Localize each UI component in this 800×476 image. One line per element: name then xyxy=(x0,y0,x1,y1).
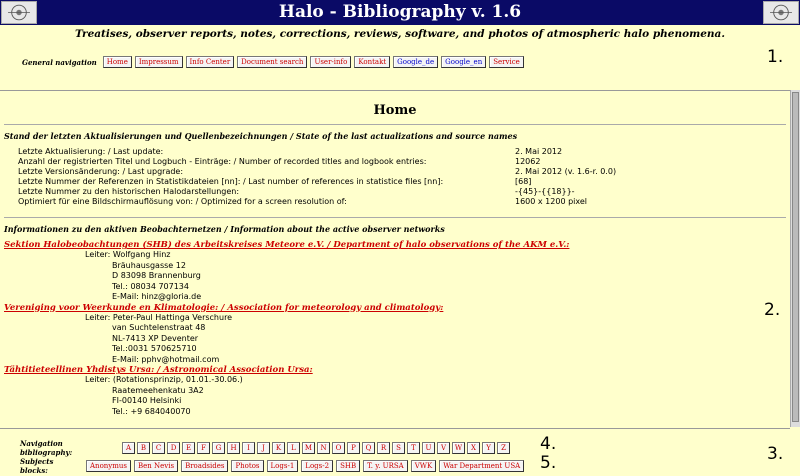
content-heading: Home xyxy=(373,103,417,118)
subjects-blocks-label: Subjects blocks: xyxy=(20,457,54,475)
subject-shb-button[interactable]: SHB xyxy=(336,460,360,472)
impressum-button[interactable]: Impressum xyxy=(135,56,183,68)
address-line: FI-00140 Helsinki xyxy=(112,396,182,405)
content-scrollbar[interactable] xyxy=(790,90,800,427)
letter-k-button[interactable]: K xyxy=(272,442,285,454)
bibliography-navigation-label: Navigation bibliography: xyxy=(20,439,73,457)
stats-label: Letzte Nummer der Referenzen in Statistikdateien [nn]: / Last number of references in statistice files [nn]: xyxy=(18,177,444,186)
title-bar xyxy=(0,0,800,25)
network-leader: Leiter: Peter-Paul Hattinga Verschure xyxy=(85,312,233,322)
stats-row xyxy=(18,147,616,157)
letter-q-button[interactable]: Q xyxy=(362,442,375,454)
stats-table xyxy=(18,147,616,207)
stats-label: Letzte Nummer zu den historischen Halodarstellungen: xyxy=(18,187,240,196)
letter-b-button[interactable]: B xyxy=(137,442,150,454)
network-address xyxy=(0,313,790,366)
divider xyxy=(4,124,786,125)
letter-l-button[interactable]: L xyxy=(287,442,300,454)
google-de-button[interactable]: Google_de xyxy=(393,56,438,68)
address-line: D 83098 Brannenburg xyxy=(112,271,201,280)
letter-j-button[interactable]: J xyxy=(257,442,270,454)
marker-1: 1. xyxy=(767,47,784,67)
info-center-button[interactable]: Info Center xyxy=(186,56,235,68)
subject-vwk-button[interactable]: VWK xyxy=(411,460,436,472)
bibliography-navigation xyxy=(20,439,512,457)
address-line: NL-7413 XP Deventer xyxy=(112,333,199,343)
divider xyxy=(4,217,786,218)
letter-s-button[interactable]: S xyxy=(392,442,405,454)
page-title: Halo - Bibliography v. 1.6 xyxy=(278,2,522,22)
scrollbar-thumb[interactable] xyxy=(792,92,799,422)
letter-z-button[interactable]: Z xyxy=(497,442,510,454)
letter-r-button[interactable]: R xyxy=(377,442,390,454)
address-line: E-Mail: hinz@gloria.de xyxy=(112,292,202,301)
address-line: van Suchtelenstraat 48 xyxy=(112,323,206,332)
address-line: Tel.: +9 684040070 xyxy=(112,406,191,416)
marker-5: 5. xyxy=(540,453,557,473)
letter-h-button[interactable]: H xyxy=(227,442,240,454)
letter-m-button[interactable]: M xyxy=(302,442,315,454)
marker-2: 2. xyxy=(764,300,781,320)
page-subtitle: Treatises, observer reports, notes, corrections, reviews, software, and photos of atmospheric halo phenomena. xyxy=(74,28,725,40)
subject-broadsides-button[interactable]: Broadsides xyxy=(181,460,228,472)
network-address xyxy=(0,375,790,417)
google-en-button[interactable]: Google_en xyxy=(441,56,486,68)
network-leader: Leiter: Wolfgang Hinz xyxy=(85,250,171,259)
letter-n-button[interactable]: N xyxy=(317,442,330,454)
user-info-button[interactable]: User-info xyxy=(310,56,351,68)
letter-o-button[interactable]: O xyxy=(332,442,345,454)
stats-label: Optimiert für eine Bildschirmauflösung von: / Optimized for a screen resolution of: xyxy=(18,197,347,206)
home-button[interactable]: Home xyxy=(103,56,132,68)
subject-logs-1-button[interactable]: Logs-1 xyxy=(267,460,299,472)
stats-value: 2. Mai 2012 xyxy=(515,147,563,156)
letter-y-button[interactable]: Y xyxy=(482,442,495,454)
address-line: Tel.: 08034 707134 xyxy=(112,281,189,291)
stats-row xyxy=(18,157,616,167)
stats-value: 2. Mai 2012 (v. 1.6-r. 0.0) xyxy=(515,167,617,176)
subject-ben-nevis-button[interactable]: Ben Nevis xyxy=(134,460,178,472)
network-address xyxy=(0,250,790,303)
networks-heading: Informationen zu den aktiven Beobachternetzen / Information about the active observer networks xyxy=(4,224,445,234)
address-line: E-Mail: pphv@hotmail.com xyxy=(112,354,220,364)
stats-row xyxy=(18,197,616,207)
stats-value: 12062 xyxy=(515,157,541,166)
stats-row xyxy=(18,167,616,177)
address-line: Raatemeehenkatu 3A2 xyxy=(112,385,204,395)
network-link[interactable]: Tähtitieteellinen Yhdistys Ursa: / Astronomical Association Ursa: xyxy=(4,365,313,375)
stats-value: 1600 x 1200 pixel xyxy=(515,197,588,206)
halo-logo-icon xyxy=(763,1,799,24)
subject-t-y-ursa-button[interactable]: T. y. URSA xyxy=(363,460,408,472)
letter-u-button[interactable]: U xyxy=(422,442,435,454)
letter-e-button[interactable]: E xyxy=(182,442,195,454)
letter-t-button[interactable]: T xyxy=(407,442,420,454)
main-content-frame xyxy=(0,90,790,429)
marker-4: 4. xyxy=(540,434,557,454)
address-line: Tel.:0031 570625710 xyxy=(112,344,197,353)
service-button[interactable]: Service xyxy=(489,56,524,68)
network-link[interactable]: Sektion Halobeobachtungen (SHB) des Arbeitskreises Meteore e.V. / Department of halo observations of the AKM e.V.: xyxy=(4,240,570,250)
address-line: Bräuhausgasse 12 xyxy=(112,260,186,270)
general-navigation xyxy=(22,56,527,68)
letter-p-button[interactable]: P xyxy=(347,442,360,454)
subject-logs-2-button[interactable]: Logs-2 xyxy=(301,460,333,472)
stats-value: -{45}-{{18}}- xyxy=(515,187,575,196)
kontakt-button[interactable]: Kontakt xyxy=(354,56,390,68)
network-leader: Leiter: (Rotationsprinzip, 01.01.-30.06.) xyxy=(85,375,243,384)
subject-war-department-usa-button[interactable]: War Department USA xyxy=(439,460,524,472)
letter-c-button[interactable]: C xyxy=(152,442,165,454)
stats-row xyxy=(18,177,616,187)
marker-3: 3. xyxy=(767,444,784,464)
letter-w-button[interactable]: W xyxy=(452,442,465,454)
stats-label: Letzte Versionsänderung: / Last upgrade: xyxy=(18,167,184,176)
subject-anonymus-button[interactable]: Anonymus xyxy=(86,460,131,472)
subjects-blocks xyxy=(20,457,527,475)
letter-v-button[interactable]: V xyxy=(437,442,450,454)
stats-label: Letzte Aktualisierung: / Last update: xyxy=(18,147,164,156)
letter-i-button[interactable]: I xyxy=(242,442,255,454)
document-search-button[interactable]: Document search xyxy=(237,56,307,68)
letter-a-button[interactable]: A xyxy=(122,442,135,454)
network-link[interactable]: Vereniging voor Weerkunde en Klimatologie: / Association for meteorology and climatology: xyxy=(4,302,444,313)
stats-label: Anzahl der registrierten Titel und Logbuch - Einträge: / Number of recorded titles and logbook entries: xyxy=(18,157,427,166)
subject-photos-button[interactable]: Photos xyxy=(231,460,263,472)
letter-f-button[interactable]: F xyxy=(197,442,210,454)
stats-row xyxy=(18,187,616,197)
stats-heading: Stand der letzten Aktualisierungen und Quellenbezeichnungen / State of the last actualizations and source names xyxy=(4,131,518,141)
general-navigation-label: General navigation xyxy=(22,57,97,67)
letter-g-button[interactable]: G xyxy=(212,442,225,454)
letter-x-button[interactable]: X xyxy=(467,442,480,454)
stats-value: [68] xyxy=(515,177,532,186)
letter-d-button[interactable]: D xyxy=(167,442,180,454)
